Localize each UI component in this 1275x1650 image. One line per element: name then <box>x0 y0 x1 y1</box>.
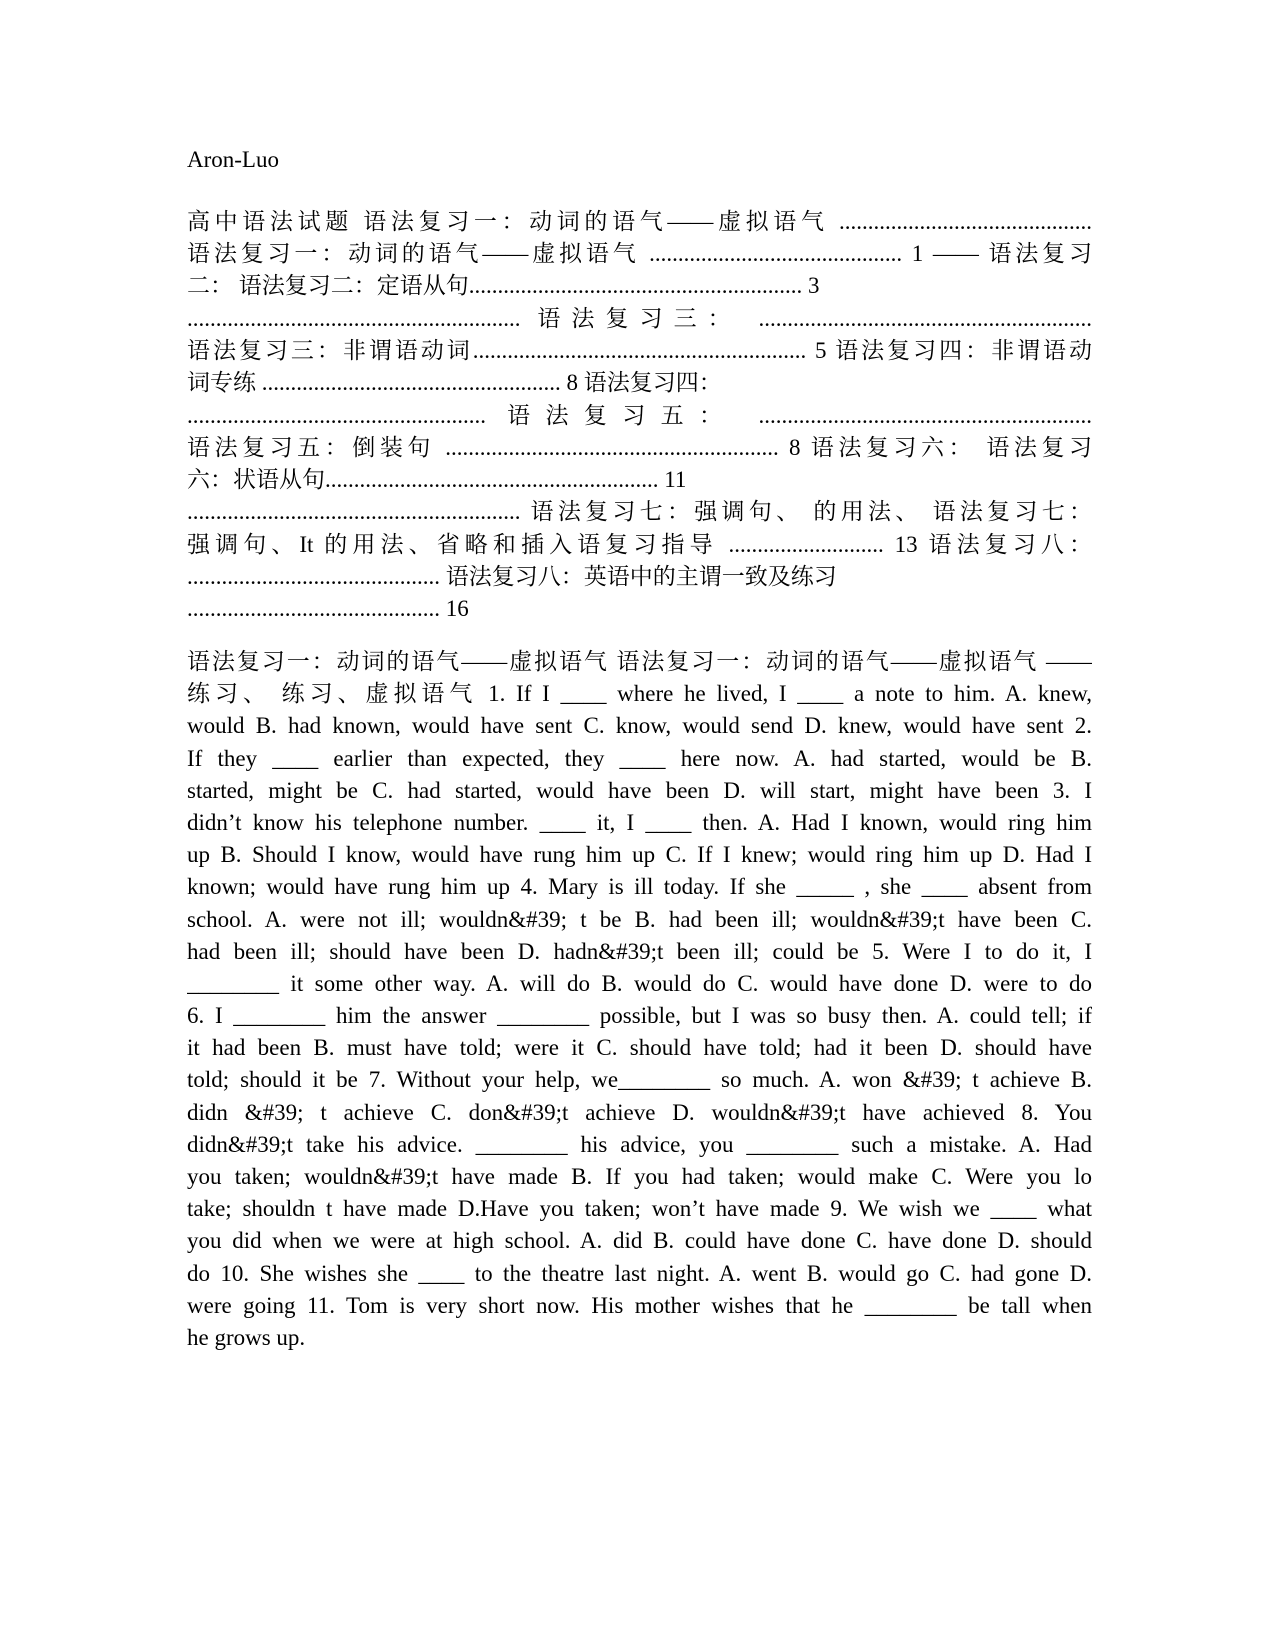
toc-line: 高中语法试题 语法复习一：动词的语气——虚拟语气 ............................................ <box>187 209 1092 234</box>
toc-line: 六：状语从句.......................................................... 11 <box>187 466 687 492</box>
text-line: ________ it some other way. A. will do B. would do C. would have done D. were to do <box>187 970 1092 996</box>
text-line: 6. I ________ him the answer ________ possible, but I was so busy then. A. could tell; if <box>187 1003 1092 1029</box>
text-line: would B. had known, would have sent C. know, would send D. knew, would have sent 2. <box>187 713 1092 739</box>
toc-line: 语法复习三：非谓语动词.......................................................... 5 语法复习四：非谓语动 <box>187 337 1092 363</box>
toc-line: .......................................................... 语法复习七：强调句、 的用法、 语法复习七： <box>187 499 1092 525</box>
text-line: 语法复习一：动词的语气——虚拟语气 语法复习一：动词的语气——虚拟语气 —— <box>187 649 1092 674</box>
text-line: known; would have rung him up 4. Mary is ill today. If she _____ , she ____ absent from <box>187 874 1092 900</box>
toc-line: .......................................................... 语法复习三： .......................................................... <box>187 305 1092 331</box>
exercise-text <box>187 648 1092 1353</box>
text-line: were going 11. Tom is very short now. His mother wishes that he ________ be tall when <box>187 1292 1092 1318</box>
text-line: didn&#39;t take his advice. ________ his advice, you ________ such a mistake. A. Had <box>187 1131 1092 1157</box>
text-line: you did when we were at high school. A. did B. could have done C. have done D. should <box>187 1228 1092 1254</box>
text-line: you taken; wouldn&#39;t have made B. If you had taken; would make C. Were you lo <box>187 1164 1092 1189</box>
text-line: didn’t know his telephone number. ____ it, I ____ then. A. Had I known, would ring him <box>187 809 1092 835</box>
text-line: take; shouldn t have made D.Have you taken; won’t have made 9. We wish we ____ what <box>187 1196 1092 1222</box>
text-line: do 10. She wishes she ____ to the theatre last night. A. went B. would go C. had gone D. <box>187 1260 1092 1286</box>
toc-line: 词专练 .................................................... 8 语法复习四： <box>187 370 722 396</box>
toc-line: ............................................ 语法复习八：英语中的主谓一致及练习 <box>187 563 837 589</box>
toc-line: 语法复习五：倒装句 .......................................................... 8 语法复习六： 语法复习 <box>187 434 1092 460</box>
text-line: up B. Should I know, would have rung him up C. If I knew; would ring him up D. Had I <box>187 842 1092 868</box>
toc-line: 语法复习一：动词的语气——虚拟语气 ............................................ 1 —— 语法复习 <box>187 241 1092 267</box>
author-name: Aron-Luo <box>187 147 279 172</box>
text-line: didn &#39; t achieve C. don&#39;t achieve D. wouldn&#39;t have achieved 8. You <box>187 1099 1092 1125</box>
table-of-contents <box>187 206 1092 626</box>
text-line: told; should it be 7. Without your help, we________ so much. A. won &#39; t achieve B. <box>187 1067 1092 1093</box>
toc-line: ............................................ 16 <box>187 596 469 622</box>
text-line: 练习、 练习、虚拟语气 1. If I ____ where he lived, I ____ a note to him. A. knew, <box>187 681 1092 707</box>
text-line: he grows up. <box>187 1324 306 1350</box>
text-line: If they ____ earlier than expected, they ____ here now. A. had started, would be B. <box>187 745 1092 771</box>
text-line: it had been B. must have told; were it C. should have told; had it been D. should have <box>187 1035 1092 1061</box>
toc-line: .................................................... 语法复习五： .......................................................... <box>187 402 1092 428</box>
toc-line: 强调句、It 的用法、省略和插入语复习指导 ........................... 13 语法复习八： <box>187 531 1092 557</box>
text-line: started, might be C. had started, would have been D. will start, might have been 3. I <box>187 777 1092 803</box>
toc-line: 二： 语法复习二：定语从句.......................................................... 3 <box>187 273 820 299</box>
text-line: had been ill; should have been D. hadn&#39;t been ill; could be 5. Were I to do it, I <box>187 938 1092 964</box>
text-line: school. A. were not ill; wouldn&#39; t be B. had been ill; wouldn&#39;t have been C. <box>187 906 1092 932</box>
